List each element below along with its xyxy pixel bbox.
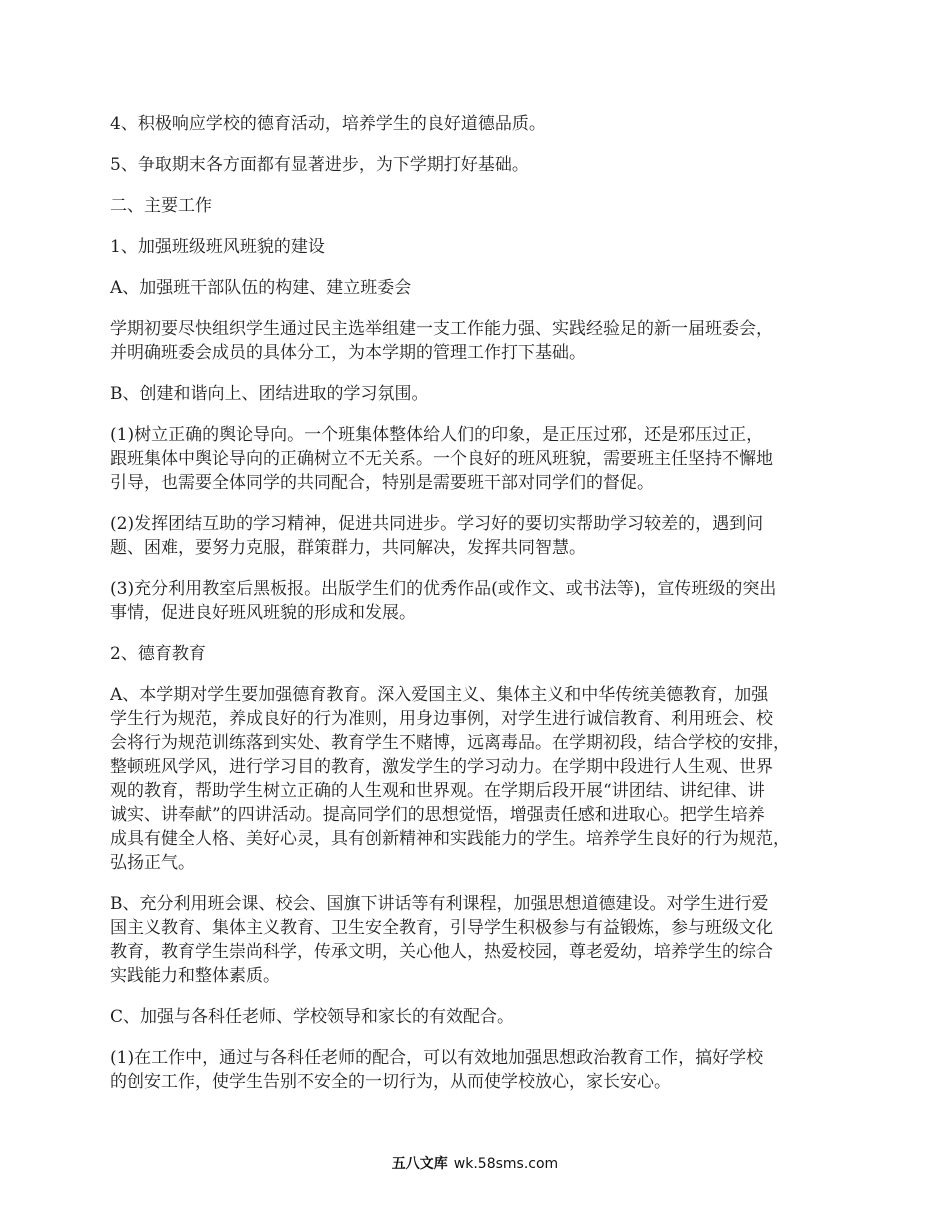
section-heading-main-work: 二、主要工作 <box>110 196 212 216</box>
paragraph-committee-election: 学期初要尽快组织学生通过民主选举组建一支工作能力强、实践经验足的新一届班委会， 并明确班委会成员的具体分工，为本学期的管理工作打下基础。 <box>110 319 773 363</box>
document-body <box>110 112 858 1111</box>
subheading-moral-education: 2、德育教育 <box>110 644 206 664</box>
subheading-class-style: 1、加强班级班风班貌的建设 <box>110 237 325 257</box>
subheading-learning-atmosphere: B、创建和谐向上、团结进取的学习氛围。 <box>110 384 429 404</box>
page-footer <box>0 1154 950 1174</box>
paragraph-public-opinion: (1)树立正确的舆论导向。一个班集体整体给人们的印象，是正压过邪，还是邪压过正， 跟班集体中舆论导向的正确树立不无关系。一个良好的班风班貌，需要班主任坚持不懈地 引导，也需要全体同学的共同配合，特别是需要班干部对同学们的督促。 <box>110 425 773 493</box>
subheading-cooperation: C、加强与各科任老师、学校领导和家长的有效配合。 <box>110 1007 515 1027</box>
paragraph-blackboard: (3)充分利用教室后黑板报。出版学生们的优秀作品(或作文、或书法等)，宣传班级的突出 事情，促进良好班风班貌的形成和发展。 <box>110 579 777 623</box>
paragraph-moral-education-b: B、充分利用班会课、校会、国旗下讲话等有利课程，加强思想道德建设。对学生进行爱 国主义教育、集体主义教育、卫生安全教育，引导学生积极参与有益锻炼，参与班级文化 教育，教育学生崇尚科学，传承文明，关心他人，热爱校园，尊老爱幼，培养学生的综合 实践能力和整体素质。 <box>110 894 773 986</box>
footer-brand: 五八文库 <box>391 1156 448 1172</box>
paragraph-goal-4: 4、积极响应学校的德育活动，培养学生的良好道德品质。 <box>110 114 546 134</box>
subheading-class-committee: A、加强班干部队伍的构建、建立班委会 <box>110 278 412 298</box>
paragraph-teacher-cooperation: (1)在工作中，通过与各科任老师的配合，可以有效地加强思想政治教育工作，搞好学校 的创安工作，使学生告别不安全的一切行为，从而使学校放心，家长安心。 <box>110 1048 764 1092</box>
paragraph-moral-education-a: A、本学期对学生要加强德育教育。深入爱国主义、集体主义和中华传统美德教育，加强 学生行为规范，养成良好的行为准则，用身边事例，对学生进行诚信教育、利用班会、校 会将行为规范训练落到实处、教育学生不赌博，远离毒品。在学期初段，结合学校的安排， 整顿班风学风，进行学习目的教育，激发学生的学习动力。在学期中段进行人生观、世界 观的教育，帮助学生树立正确的人生观和世界观。在学期后段开展“讲团结、讲纪律、讲 诚实、讲奉献”的四讲活动。提高同学们的思想觉悟，增强责任感和进取心。把学生培养 成具有健全人格、美好心灵，具有创新精神和实践能力的学生。培养学生良好的行为规范， 弘扬正气。 <box>110 685 790 873</box>
paragraph-mutual-help: (2)发挥团结互助的学习精神，促进共同进步。学习好的要切实帮助学习较差的，遇到问 题、困难，要努力克服，群策群力，共同解决，发挥共同智慧。 <box>110 514 764 558</box>
footer-url[interactable]: wk.58sms.com <box>453 1156 559 1172</box>
paragraph-goal-5: 5、争取期末各方面都有显著进步，为下学期打好基础。 <box>110 155 529 175</box>
